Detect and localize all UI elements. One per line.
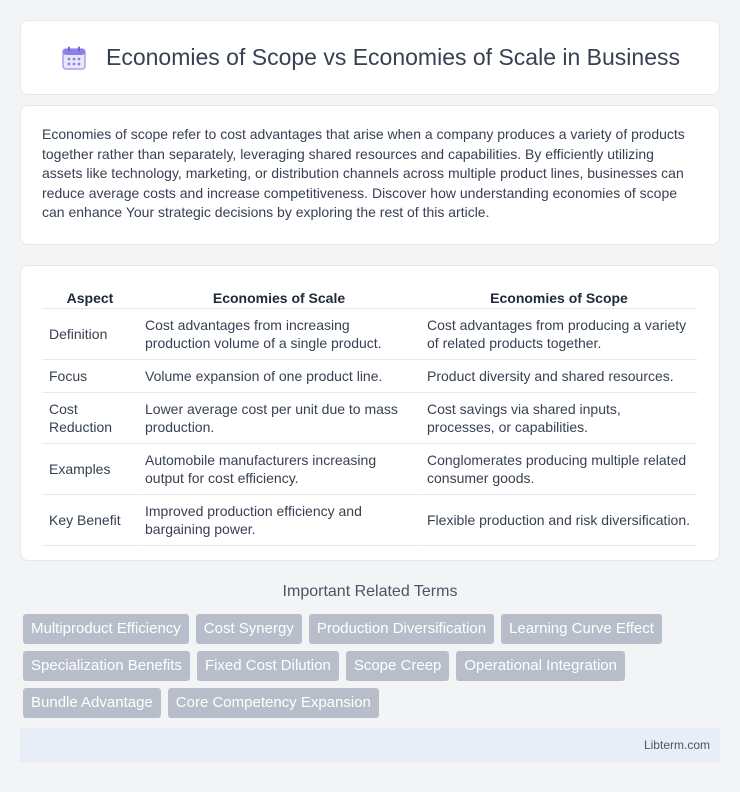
table-row bbox=[43, 360, 697, 393]
related-terms-title: Important Related Terms bbox=[282, 583, 458, 600]
tag-cost-synergy[interactable]: Cost Synergy bbox=[196, 614, 302, 644]
column-header-scale: Economies of Scale bbox=[137, 284, 419, 309]
row-scope-cell: Cost advantages from producing a variety of related products together. bbox=[419, 309, 697, 360]
table-row bbox=[43, 393, 697, 444]
row-scale-cell: Cost advantages from increasing production volume of a single product. bbox=[137, 309, 419, 360]
calendar-icon bbox=[60, 44, 88, 72]
header-card bbox=[20, 20, 720, 95]
tag-bundle-advantage[interactable]: Bundle Advantage bbox=[23, 688, 161, 718]
row-aspect-cell: Key Benefit bbox=[43, 495, 137, 546]
row-scale-cell: Volume expansion of one product line. bbox=[137, 360, 419, 393]
row-scope-cell: Product diversity and shared resources. bbox=[419, 360, 697, 393]
tag-learning-curve-effect[interactable]: Learning Curve Effect bbox=[501, 614, 662, 644]
row-aspect-cell: Examples bbox=[43, 444, 137, 495]
row-scale-cell: Automobile manufacturers increasing output for cost efficiency. bbox=[137, 444, 419, 495]
table-row bbox=[43, 495, 697, 546]
tag-fixed-cost-dilution[interactable]: Fixed Cost Dilution bbox=[197, 651, 339, 681]
row-aspect-cell: Cost Reduction bbox=[43, 393, 137, 444]
table-row bbox=[43, 309, 697, 360]
row-aspect-cell: Definition bbox=[43, 309, 137, 360]
comparison-table-card bbox=[20, 265, 720, 561]
column-header-aspect: Aspect bbox=[43, 284, 137, 309]
row-aspect-cell: Focus bbox=[43, 360, 137, 393]
row-scale-cell: Lower average cost per unit due to mass production. bbox=[137, 393, 419, 444]
tag-operational-integration[interactable]: Operational Integration bbox=[456, 651, 625, 681]
row-scale-cell: Improved production efficiency and bargaining power. bbox=[137, 495, 419, 546]
tag-scope-creep[interactable]: Scope Creep bbox=[346, 651, 450, 681]
row-scope-cell: Flexible production and risk diversification. bbox=[419, 495, 697, 546]
row-scope-cell: Cost savings via shared inputs, processes, or capabilities. bbox=[419, 393, 697, 444]
column-header-scope: Economies of Scope bbox=[419, 284, 697, 309]
tag-production-diversification[interactable]: Production Diversification bbox=[309, 614, 494, 644]
tag-core-competency-expansion[interactable]: Core Competency Expansion bbox=[168, 688, 379, 718]
related-terms-list bbox=[20, 614, 720, 718]
comparison-table bbox=[43, 284, 697, 546]
intro-card bbox=[20, 105, 720, 245]
table-header-row bbox=[43, 284, 697, 309]
tag-specialization-benefits[interactable]: Specialization Benefits bbox=[23, 651, 190, 681]
intro-text: Economies of scope refer to cost advantages that arise when a company produces a variety of products together rather than separately, leveraging shared resources and capabilities. By efficiently utilizing assets like technology, marketing, or distribution channels across multiple product lines, businesses can reduce average costs and increase competitiveness. Discover how understanding economies of scope can enhance Your strategic decisions by exploring the rest of this article. bbox=[42, 126, 685, 220]
related-terms-section bbox=[20, 583, 720, 718]
footer-brand[interactable]: Libterm.com bbox=[643, 738, 710, 752]
footer bbox=[20, 728, 720, 762]
row-scope-cell: Conglomerates producing multiple related consumer goods. bbox=[419, 444, 697, 495]
table-row bbox=[43, 444, 697, 495]
tag-multiproduct-efficiency[interactable]: Multiproduct Efficiency bbox=[23, 614, 189, 644]
page-title: Economies of Scope vs Economies of Scale in Business bbox=[105, 44, 680, 70]
